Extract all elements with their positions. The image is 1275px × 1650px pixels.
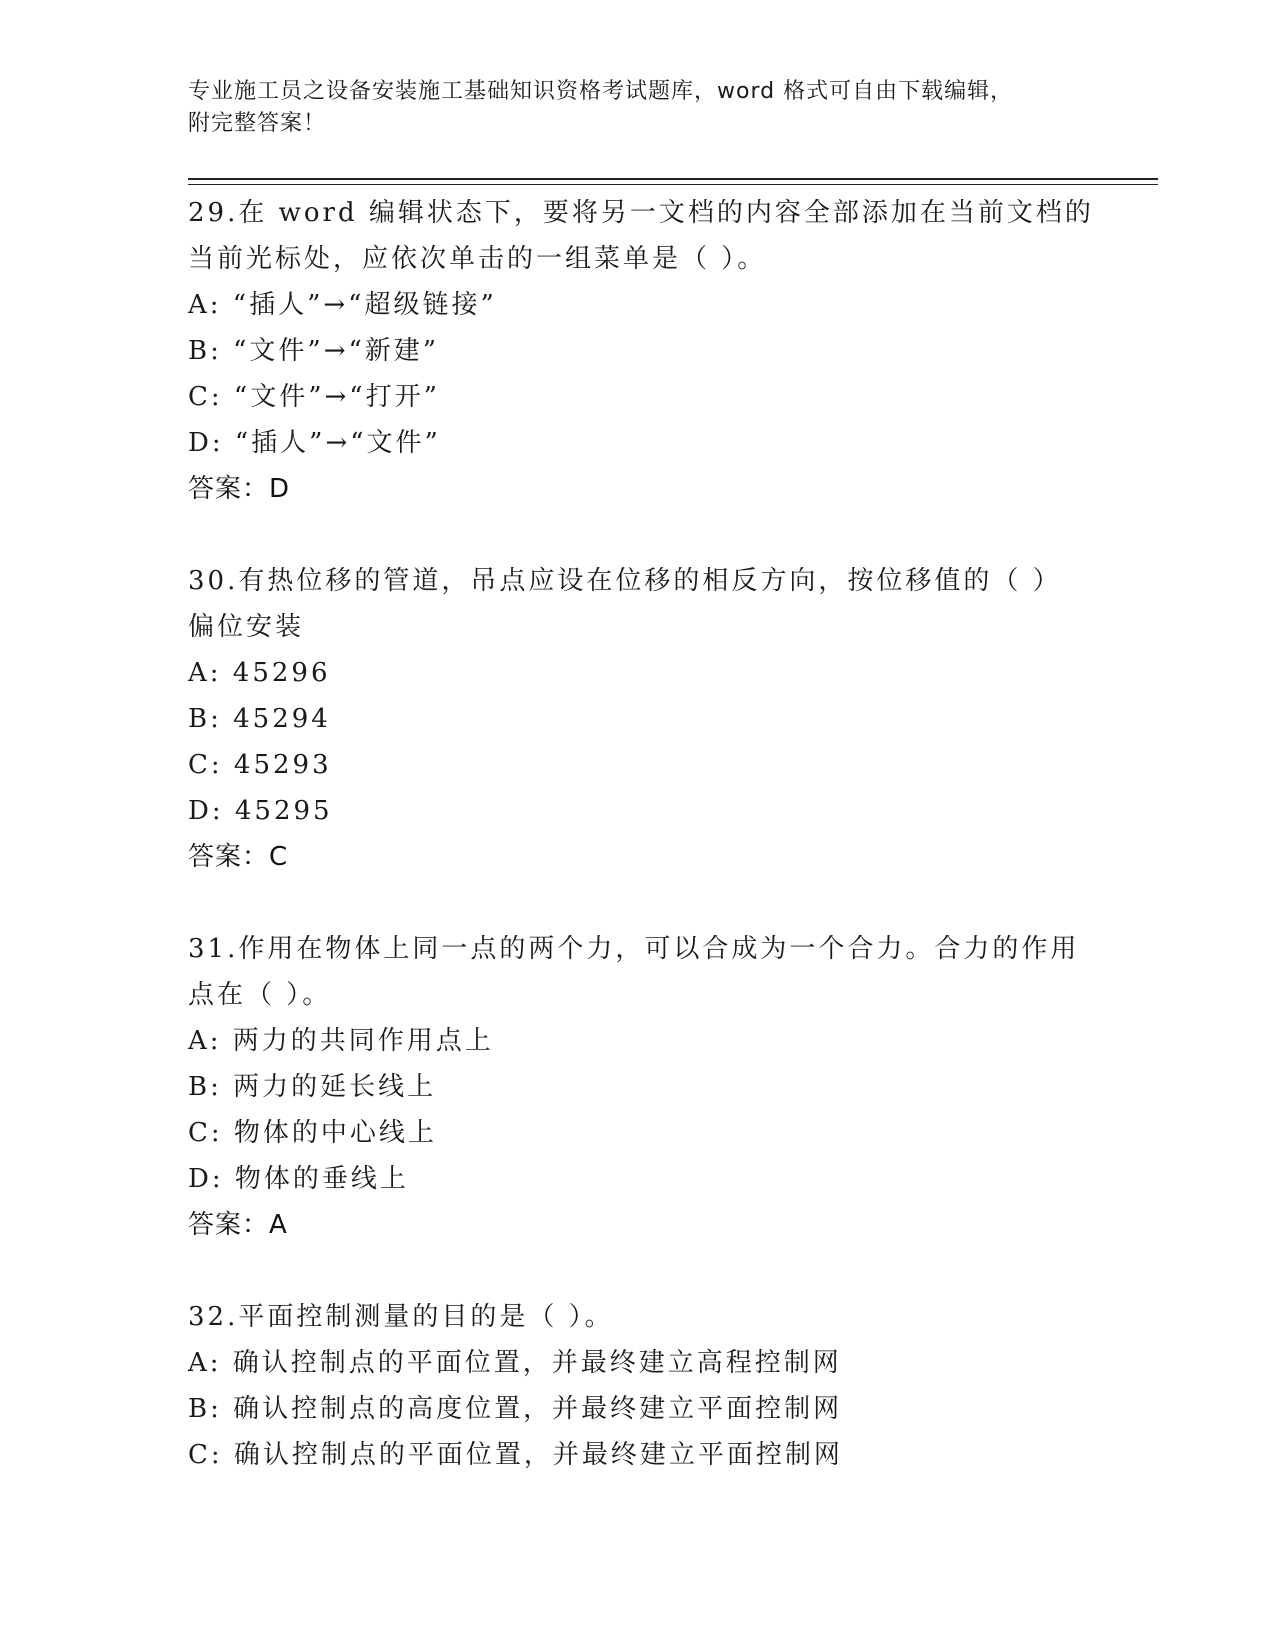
question-stem-line: 30.有热位移的管道，吊点应设在位移的相反方向，按位移值的（ ） xyxy=(188,566,1062,596)
option-c: C: 确认控制点的平面位置，并最终建立平面控制网 xyxy=(188,1440,843,1470)
question-stem-line: 当前光标处，应依次单击的一组菜单是（ ）。 xyxy=(188,244,767,274)
option-b: B: 确认控制点的高度位置，并最终建立平面控制网 xyxy=(188,1394,843,1424)
header-divider-thin xyxy=(188,184,1158,185)
header-divider-thick xyxy=(188,178,1158,180)
question-stem-line: 32.平面控制测量的目的是（ ）。 xyxy=(188,1302,614,1332)
option-b: B: 两力的延长线上 xyxy=(188,1072,437,1102)
option-d: D: 物体的垂线上 xyxy=(188,1164,409,1194)
option-c: C: “文件”→“打开” xyxy=(188,382,440,412)
question-stem-line: 31.作用在物体上同一点的两个力，可以合成为一个合力。合力的作用 xyxy=(188,934,1080,964)
question-31 xyxy=(188,926,1088,1248)
header-line-1: 专业施工员之设备安装施工基础知识资格考试题库，word 格式可自由下载编辑， xyxy=(188,79,1014,104)
option-d: D: 45295 xyxy=(188,796,333,826)
option-a: A: 两力的共同作用点上 xyxy=(188,1026,494,1056)
option-d: D: “插人”→“文件” xyxy=(188,428,441,458)
question-29 xyxy=(188,190,1094,512)
option-a: A: 45296 xyxy=(188,658,331,688)
option-a: A: “插人”→“超级链接” xyxy=(188,290,497,320)
option-c: C: 45293 xyxy=(188,750,332,780)
question-32 xyxy=(188,1294,1088,1478)
option-b: B: 45294 xyxy=(188,704,331,734)
header-line-2: 附完整答案！ xyxy=(188,111,327,136)
answer-label: 答案：A xyxy=(188,1210,288,1240)
option-b: B: “文件”→“新建” xyxy=(188,336,440,366)
option-a: A: 确认控制点的平面位置，并最终建立高程控制网 xyxy=(188,1348,842,1378)
question-stem-line: 点在（ ）。 xyxy=(188,980,332,1010)
question-30 xyxy=(188,558,1088,880)
question-list xyxy=(188,190,1094,1524)
question-stem-line: 偏位安装 xyxy=(188,612,305,642)
question-stem-line: 29.在 word 编辑状态下，要将另一文档的内容全部添加在当前文档的 xyxy=(188,198,1094,228)
option-c: C: 物体的中心线上 xyxy=(188,1118,437,1148)
document-header xyxy=(188,76,1088,140)
answer-label: 答案：D xyxy=(188,474,291,504)
answer-label: 答案：C xyxy=(188,842,289,872)
